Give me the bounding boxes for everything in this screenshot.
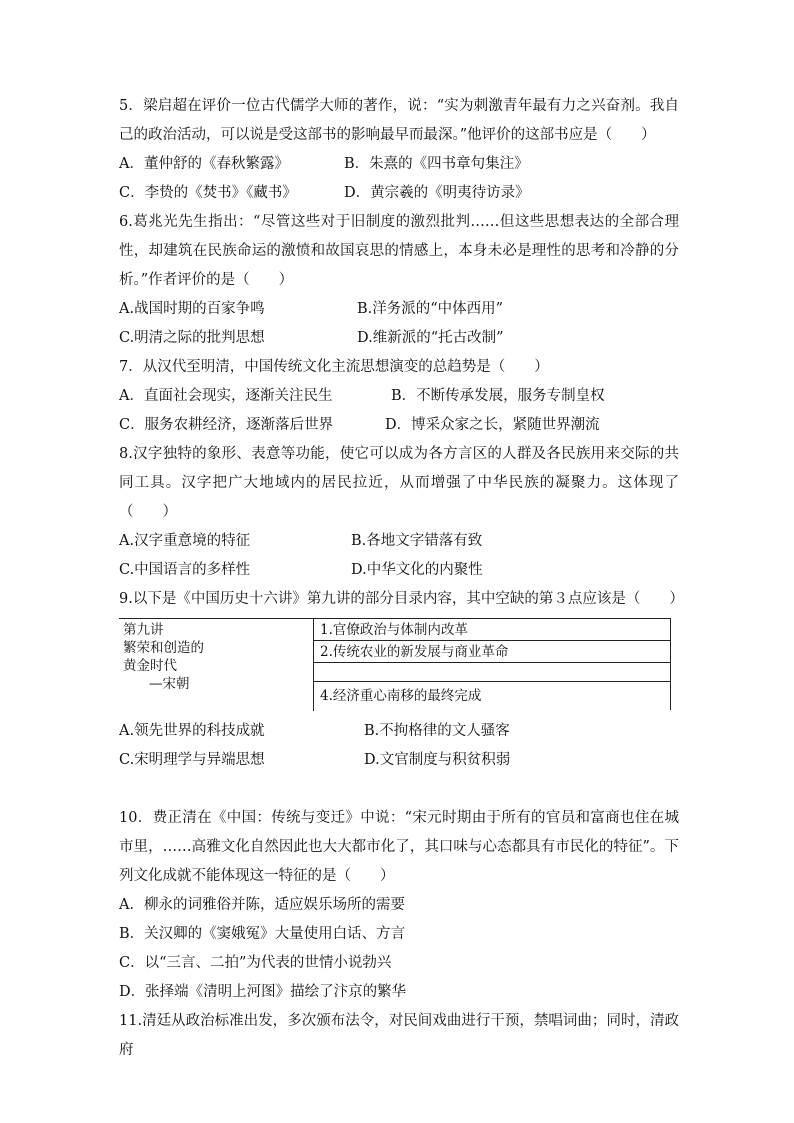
toc-chapter-line: 繁荣和创造的 [123, 640, 204, 656]
option-row [119, 295, 679, 324]
question-stem: 11.清廷从政治标准出发，多次颁布法令，对民间戏曲进行干预，禁唱词曲；同时，清政府 [119, 1013, 679, 1058]
option-a[interactable]: A．董仲舒的《春秋繁露》 [119, 156, 289, 172]
option-a[interactable]: A．柳永的词雅俗并陈，适应娱乐场所的需要 [119, 897, 405, 913]
option-d[interactable]: D.文官制度与积贫积弱 [364, 752, 511, 768]
toc-chapter-line: 第九讲 [123, 622, 164, 638]
question-9 [119, 585, 684, 775]
option-b[interactable]: B．关汉卿的《窦娥冤》大量使用白话、方言 [119, 926, 406, 942]
option-c[interactable]: C．李贽的《焚书》《藏书》 [119, 185, 297, 201]
option-row [119, 527, 679, 556]
option-c[interactable]: C.宋明理学与异端思想 [119, 752, 265, 768]
question-5 [119, 92, 679, 208]
option-b[interactable]: B．不断传承发展，服务专制皇权 [391, 388, 605, 404]
option-row [119, 920, 679, 949]
option-row [119, 411, 679, 440]
toc-chapter-line: 黄金时代 [123, 658, 177, 674]
option-a[interactable]: A.战国时期的百家争鸣 [119, 301, 265, 317]
option-d[interactable]: D．黄宗羲的《明夷待访录》 [344, 185, 530, 201]
option-row [119, 324, 679, 353]
question-10 [119, 804, 679, 1007]
option-c[interactable]: C．服务农耕经济，逐渐落后世界 [119, 417, 334, 433]
option-c[interactable]: C．以“三言、二拍”为代表的世情小说勃兴 [119, 955, 392, 971]
question-8 [119, 440, 679, 585]
option-b[interactable]: B.各地文字错落有致 [351, 533, 483, 549]
option-row [119, 150, 679, 179]
option-d[interactable]: D.维新派的“托古改制” [357, 330, 504, 346]
option-a[interactable]: A.领先世界的科技成就 [119, 723, 265, 739]
option-row [119, 891, 679, 920]
exam-page [119, 92, 684, 1065]
option-b[interactable]: B.洋务派的“中体西用” [357, 301, 504, 317]
question-11 [119, 1007, 679, 1065]
option-b[interactable]: B．朱熹的《四书章句集注》 [344, 156, 529, 172]
option-a[interactable]: A．直面社会现实，逐渐关注民生 [119, 388, 333, 404]
question-stem: 5．梁启超在评价一位古代儒学大师的著作，说：“实为刺激青年最有力之兴奋剂。我自己的政治活动，可以说是受这部书的影响最早而最深。”他评价的这部书应是（ ） [119, 98, 679, 143]
option-row [119, 949, 679, 978]
option-a[interactable]: A.汉字重意境的特征 [119, 533, 251, 549]
toc-item: 2.传统农业的新发展与商业革命 [314, 641, 671, 663]
question-6 [119, 208, 679, 353]
question-7 [119, 353, 679, 440]
toc-item-blank [314, 663, 671, 682]
option-d[interactable]: D．张择端《清明上河图》描绘了汴京的繁华 [119, 984, 407, 1000]
toc-chapter-line: —宋朝 [149, 676, 190, 692]
question-stem: 8.汉字独特的象形、表意等功能，使它可以成为各方言区的人群及各民族用来交际的共同工具。汉字把广大地域内的居民拉近，从而增强了中华民族的凝聚力。这体现了（ ） [119, 446, 679, 520]
toc-item: 4.经济重心南移的最终完成 [314, 682, 671, 710]
option-b[interactable]: B.不拘格律的文人骚客 [364, 723, 510, 739]
question-stem: 9.以下是《中国历史十六讲》第九讲的部分目录内容，其中空缺的第３点应该是（ ） [119, 591, 684, 607]
option-row [119, 717, 679, 746]
option-c[interactable]: C.中国语言的多样性 [119, 562, 251, 578]
option-d[interactable]: D.中华文化的内聚性 [351, 562, 483, 578]
question-stem: 10．费正清在《中国：传统与变迁》中说：“宋元时期由于所有的官员和富商也住在城市里，……高雅文化自然因此也大大都市化了，其口味与心态都具有市民化的特征”。下列文化成就不能体现这一特征的是（ ） [119, 810, 679, 884]
toc-items [314, 619, 671, 711]
blank-line [119, 775, 679, 804]
option-row [119, 978, 679, 1007]
option-row [119, 382, 679, 411]
toc-item: 1.官僚政治与体制内改革 [314, 619, 671, 641]
option-d[interactable]: D．博采众家之长，紧随世界潮流 [385, 417, 600, 433]
option-row [119, 746, 679, 775]
question-stem: 7．从汉代至明清，中国传统文化主流思想演变的总趋势是（ ） [119, 359, 549, 375]
table-of-contents [119, 618, 671, 711]
toc-chapter-title [119, 619, 314, 711]
option-row [119, 556, 679, 585]
option-row [119, 179, 679, 208]
option-c[interactable]: C.明清之际的批判思想 [119, 330, 265, 346]
question-stem: 6.葛兆光先生指出：“尽管这些对于旧制度的激烈批判……但这些思想表达的全部合理性，却建筑在民族命运的激愤和故国哀思的情感上，本身未必是理性的思考和冷静的分析。”作者评价的是（ ） [119, 214, 679, 288]
